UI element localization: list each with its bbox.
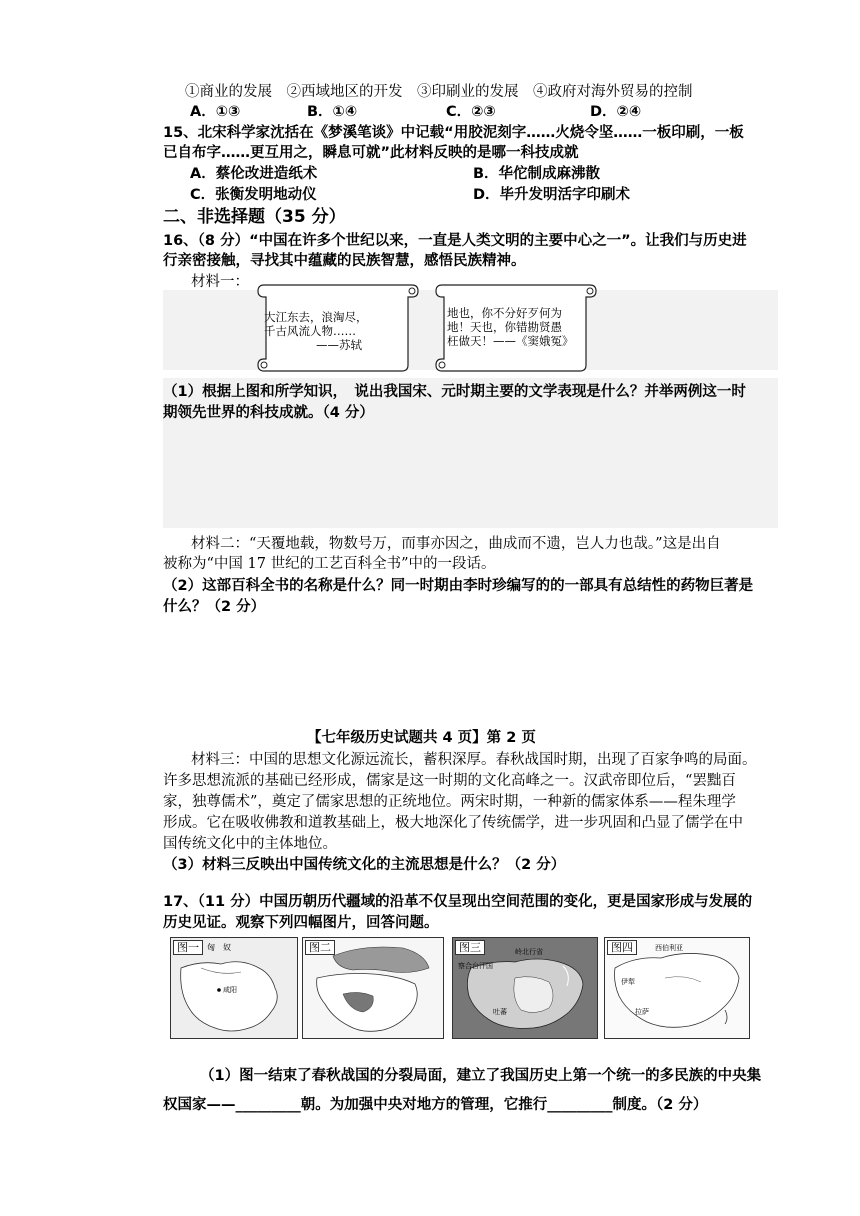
q15-option-d: D．毕升发明活字印刷术: [473, 187, 631, 203]
q15-option-b: B．华佗制成麻沸散: [473, 166, 601, 182]
material2-line2: 被称为“中国 17 世纪的工艺百科全书”中的一段话。: [163, 556, 496, 572]
map3-label-lingbei: 岭北行省: [515, 948, 543, 956]
q16-sub1-line1: （1）根据上图和所学知识， 说出我国宋、元时期主要的文学表现是什么？并举两例这一时: [163, 384, 746, 400]
map1-label-xianyang: 咸阳: [223, 986, 237, 994]
section-heading: 二、非选择题（35 分）: [163, 207, 346, 227]
map1-tag: 图一: [173, 940, 203, 955]
map-han: [302, 937, 444, 1039]
map4-label-lasa: 拉萨: [635, 1008, 649, 1016]
map-qing: [604, 937, 750, 1039]
q16-sub1-line2: 期领先世界的科技成就。（4 分）: [163, 405, 374, 421]
material3-line1: 材料三：中国的思想文化源远流长，蓄积深厚。春秋战国时期，出现了百家争鸣的局面。: [191, 752, 757, 768]
page-footer: 【七年级历史试题共 4 页】第 2 页: [307, 730, 536, 746]
material3-line4: 形成。它在吸收佛教和道教基础上，极大地深化了传统儒学，进一步巩固和凸显了儒学在中: [163, 815, 743, 831]
q16-sub2-line2: 什么？（2 分）: [163, 599, 266, 615]
map2-tag: 图二: [305, 940, 335, 955]
map4-label-yili: 伊犁: [621, 978, 635, 986]
map4-label-siberia: 西伯利亚: [655, 944, 683, 952]
q14-option-b: B．①④: [307, 104, 358, 120]
q15-stem-line1: 15、北宋科学家沈括在《梦溪笔谈》中记载“用胶泥刻字……火烧令坚……一板印刷，一板: [163, 125, 744, 141]
material2-line1: 材料二：“天覆地载，物数号万，而事亦因之，曲成而不遗，岂人力也哉。”这是出自: [191, 536, 721, 552]
q14-option-d: D．②④: [590, 104, 642, 120]
q15-stem-line2: 已自布字……更互用之，瞬息可就”此材料反映的是哪一科技成就: [163, 145, 579, 161]
map3-label-chagatai: 察合台汗国: [458, 962, 493, 970]
q17-stem-line2: 历史见证。观察下列四幅图片，回答问题。: [163, 915, 439, 931]
map3-label-tubo: 吐蕃: [493, 1008, 507, 1016]
map3-tag: 图三: [455, 940, 485, 955]
material3-line2: 许多思想流派的基础已经形成，儒家是这一时期的文化高峰之一。汉武帝即位后，“罢黜百: [163, 773, 736, 789]
map-qin: [170, 937, 298, 1039]
q16-stem-line1: 16、（8 分）“中国在许多个世纪以来，一直是人类文明的主要中心之一”。让我们与历史进: [163, 233, 747, 249]
q17-sub1-line2: 权国家——_________朝。为加强中央对地方的管理，它推行_________制度。（2 分）: [163, 1097, 708, 1113]
q14-options: ①商业的发展 ②西域地区的开发 ③印刷业的发展 ④政府对海外贸易的控制: [185, 84, 693, 100]
poem-author: ——苏轼: [316, 338, 362, 352]
poem-line2: 千古风流人物……: [264, 324, 356, 338]
q17-stem-line1: 17、（11 分）中国历朝历代疆域的沿革不仅呈现出空间范围的变化，更是国家形成与发展的: [163, 894, 753, 910]
drama-line3: 枉做天！——《窦娥冤》: [447, 334, 574, 348]
map-yuan: [452, 937, 598, 1039]
drama-line1: 地也，你不分好歹何为: [447, 306, 562, 320]
material3-line5: 国传统文化中的主体地位。: [163, 836, 337, 852]
material3-line3: 家，独尊儒术”，奠定了儒家思想的正统地位。两宋时期，一种新的儒家体系——程朱理学: [163, 794, 736, 810]
drama-scroll-image: [430, 281, 598, 375]
q16-sub2-line1: （2）这部百科全书的名称是什么？同一时期由李时珍编写的的一部具有总结性的药物巨著是: [163, 578, 754, 594]
map1-label-xiongnu: 匈 奴: [207, 943, 231, 952]
q14-option-a: A．①③: [190, 104, 241, 120]
drama-line2: 地！天也，你错勘贤愚: [447, 320, 562, 334]
q16-stem-line2: 行亲密接触，寻找其中蕴藏的民族智慧，感悟民族精神。: [163, 253, 526, 269]
poem-scroll-image: [252, 281, 420, 375]
q15-option-a: A．蔡伦改进造纸术: [190, 166, 318, 182]
q17-sub1-line1: （1）图一结束了春秋战国的分裂局面，建立了我国历史上第一个统一的多民族的中央集: [200, 1068, 762, 1084]
q14-option-c: C．②③: [446, 104, 496, 120]
map4-tag: 图四: [607, 940, 637, 955]
poem-line1: 大江东去，浪淘尽，: [264, 310, 368, 324]
q15-option-c: C．张衡发明地动仪: [190, 187, 317, 203]
material1-label: 材料一：: [191, 274, 249, 290]
q16-sub3: （3）材料三反映出中国传统文化的主流思想是什么？（2 分）: [163, 857, 566, 873]
